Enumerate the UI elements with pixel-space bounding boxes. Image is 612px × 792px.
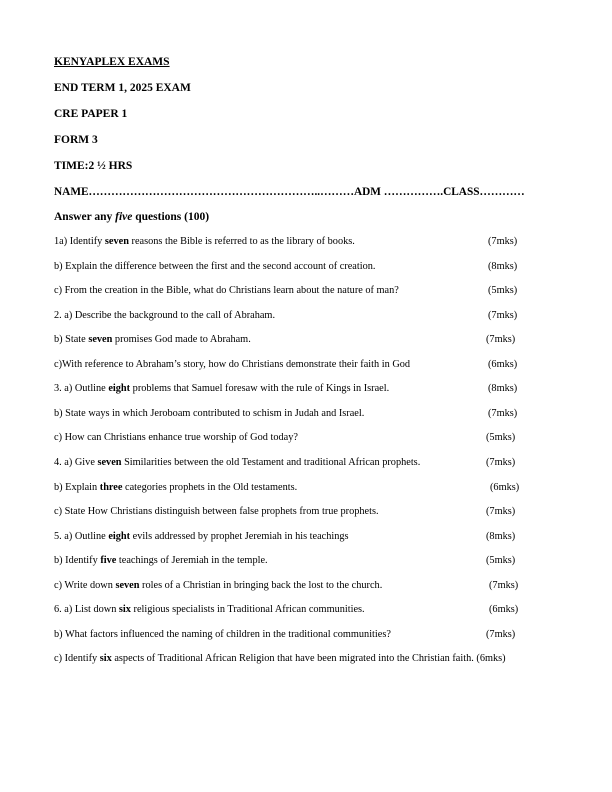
question-text: c) Identify bbox=[54, 653, 100, 664]
exam-title: END TERM 1, 2025 EXAM bbox=[54, 82, 191, 94]
question-text: b) What factors influenced the naming of children in the traditional communities? bbox=[54, 629, 391, 640]
question-text: c) State How Christians distinguish between false prophets from true prophets. bbox=[54, 506, 379, 517]
question-text: b) State bbox=[54, 334, 89, 345]
question-row bbox=[54, 284, 399, 297]
question-row bbox=[54, 652, 506, 665]
question-text: b) State ways in which Jeroboam contributed to schism in Judah and Israel. bbox=[54, 408, 365, 419]
question-text: 5. a) Outline bbox=[54, 531, 109, 542]
question-text-rest: teachings of Jeremiah in the temple. bbox=[116, 555, 268, 566]
question-marks: (6mks) bbox=[489, 604, 519, 615]
question-text: b) Explain bbox=[54, 482, 100, 493]
instruction-emphasis: five bbox=[115, 211, 133, 223]
question-row bbox=[54, 505, 379, 518]
question-row bbox=[54, 554, 268, 567]
instruction-post: questions (100) bbox=[132, 211, 210, 223]
question-text: c) From the creation in the Bible, what do Christians learn about the nature of man? bbox=[54, 285, 399, 296]
instruction-pre: Answer any bbox=[54, 211, 116, 223]
question-marks: (6mks) bbox=[476, 653, 506, 664]
question-marks: (5mks) bbox=[486, 555, 516, 566]
instruction bbox=[54, 210, 209, 224]
question-text-rest: promises God made to Abraham. bbox=[112, 334, 251, 345]
name-adm-class-line: NAME……………………………………………………..………ADM …………….CLASS………… bbox=[54, 186, 525, 198]
question-row bbox=[54, 530, 349, 543]
question-marks: (7mks) bbox=[486, 629, 516, 640]
question-marks: (5mks) bbox=[488, 285, 518, 296]
question-marks: (7mks) bbox=[486, 506, 516, 517]
question-marks: (7mks) bbox=[486, 334, 516, 345]
question-row bbox=[54, 382, 389, 395]
question-row bbox=[54, 407, 364, 420]
question-row bbox=[54, 260, 375, 273]
question-keyword: six bbox=[118, 604, 131, 615]
question-keyword: eight bbox=[108, 531, 131, 542]
question-row bbox=[54, 309, 275, 322]
question-row bbox=[54, 456, 420, 469]
question-text-rest: aspects of Traditional African Religion that have been migrated into the Christian faith. bbox=[111, 653, 477, 664]
question-text: c) Write down bbox=[54, 580, 116, 591]
question-row bbox=[54, 628, 391, 641]
question-text: b) Explain the difference between the first and the second account of creation. bbox=[54, 261, 376, 272]
question-text: 4. a) Give bbox=[54, 457, 98, 468]
question-keyword: five bbox=[100, 555, 117, 566]
question-marks: (7mks) bbox=[488, 236, 518, 247]
question-text-rest: categories prophets in the Old testaments. bbox=[122, 482, 298, 493]
question-marks: (7mks) bbox=[489, 580, 519, 591]
question-row bbox=[54, 333, 251, 346]
question-row bbox=[54, 579, 382, 592]
question-marks: (8mks) bbox=[486, 531, 516, 542]
question-text-rest: religious specialists in Traditional African communities. bbox=[130, 604, 365, 615]
question-marks: (5mks) bbox=[486, 432, 516, 443]
question-marks: (6mks) bbox=[490, 482, 520, 493]
form-label: FORM 3 bbox=[54, 134, 98, 146]
time-label: TIME:2 ½ HRS bbox=[54, 160, 133, 172]
question-text: 6. a) List down bbox=[54, 604, 119, 615]
question-text: 2. a) Describe the background to the call of Abraham. bbox=[54, 310, 276, 321]
question-keyword: eight bbox=[108, 383, 131, 394]
question-keyword: three bbox=[99, 482, 123, 493]
question-row bbox=[54, 235, 355, 248]
question-keyword: seven bbox=[115, 580, 140, 591]
question-text-rest: evils addressed by prophet Jeremiah in his teachings bbox=[130, 531, 349, 542]
question-keyword: seven bbox=[88, 334, 113, 345]
org-title: KENYAPLEX EXAMS bbox=[54, 56, 170, 68]
question-text: c) How can Christians enhance true worship of God today? bbox=[54, 432, 298, 443]
question-text-rest: roles of a Christian in bringing back the lost to the church. bbox=[139, 580, 383, 591]
question-marks: (7mks) bbox=[488, 310, 518, 321]
question-text: b) Identify bbox=[54, 555, 101, 566]
question-text-rest: reasons the Bible is referred to as the library of books. bbox=[128, 236, 355, 247]
question-marks: (7mks) bbox=[488, 408, 518, 419]
question-row bbox=[54, 358, 410, 371]
question-marks: (7mks) bbox=[486, 457, 516, 468]
question-marks: (8mks) bbox=[488, 383, 518, 394]
question-text-rest: problems that Samuel foresaw with the rule of Kings in Israel. bbox=[130, 383, 390, 394]
question-keyword: six bbox=[99, 653, 112, 664]
question-text: 1a) Identify bbox=[54, 236, 105, 247]
question-row bbox=[54, 481, 297, 494]
question-marks: (8mks) bbox=[488, 261, 518, 272]
question-row bbox=[54, 431, 298, 444]
question-keyword: seven bbox=[97, 457, 122, 468]
question-text: c)With reference to Abraham’s story, how do Christians demonstrate their faith in God bbox=[54, 359, 411, 370]
question-marks: (6mks) bbox=[488, 359, 518, 370]
question-text-rest: Similarities between the old Testament and traditional African prophets. bbox=[121, 457, 421, 468]
paper-title: CRE PAPER 1 bbox=[54, 108, 128, 120]
question-row bbox=[54, 603, 365, 616]
question-text: 3. a) Outline bbox=[54, 383, 109, 394]
question-keyword: seven bbox=[104, 236, 129, 247]
